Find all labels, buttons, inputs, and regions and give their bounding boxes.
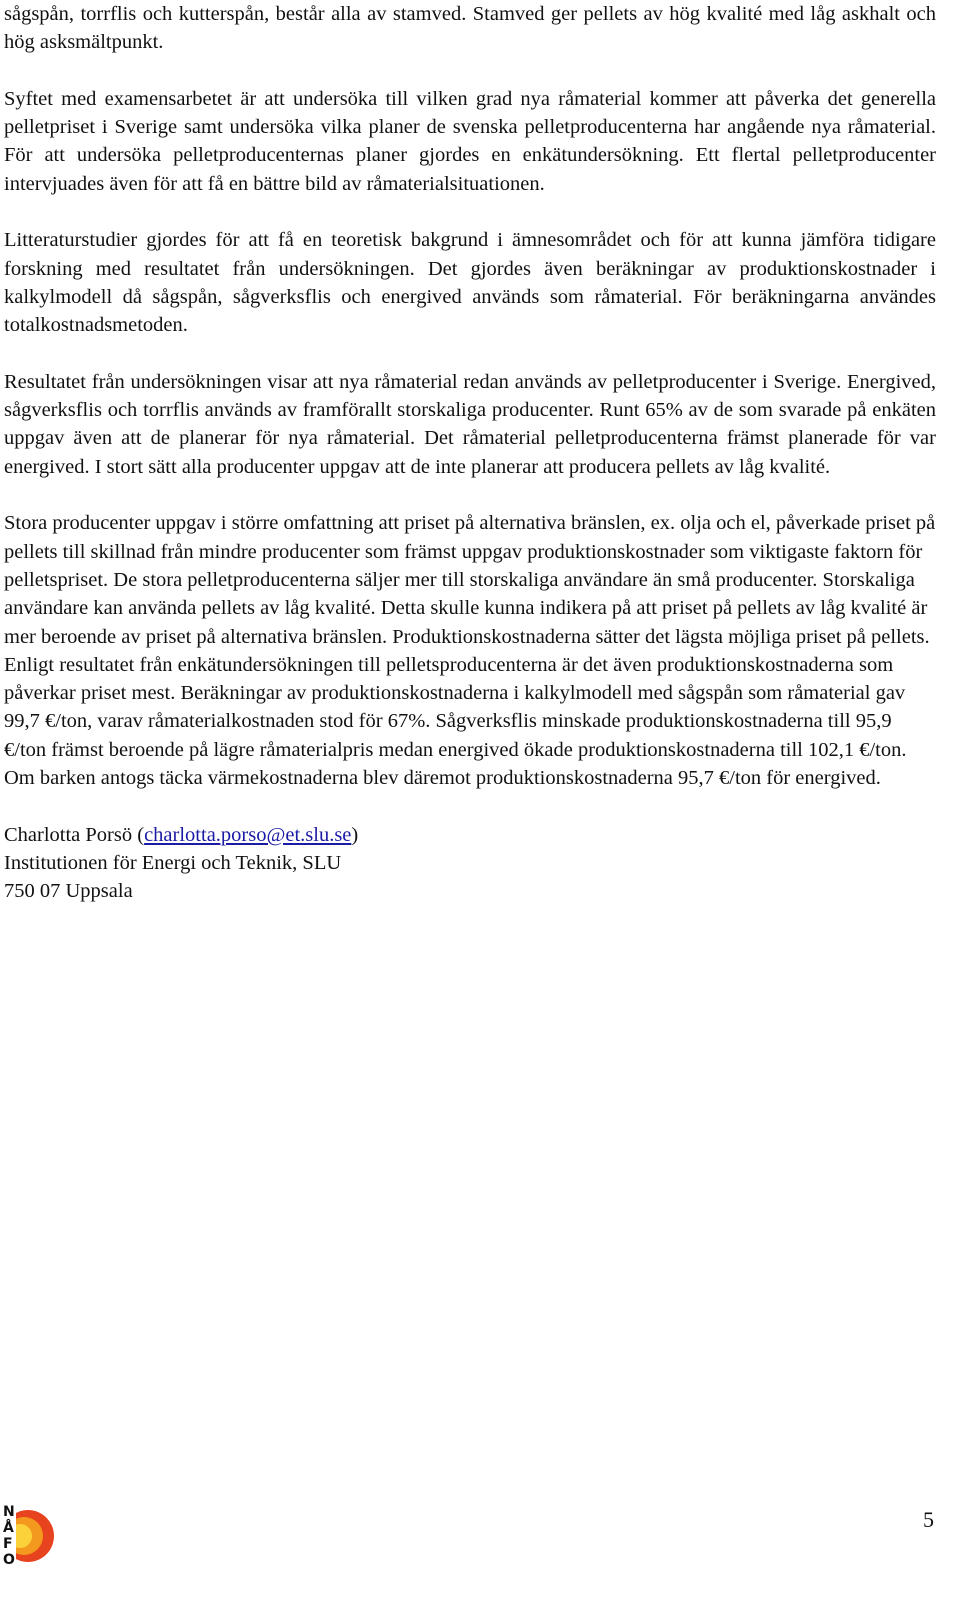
open-paren: (	[132, 823, 145, 846]
page-number: 5	[923, 1507, 934, 1532]
logo-letter-n: N	[3, 1504, 15, 1520]
paragraph-results: Resultatet från undersökningen visar att nya råmaterial redan används av pelletproducenter i Sverige. Energived, sågverksflis och torrflis används av framförallt storskaliga producenter. Runt 65% av de som svarade på enkäten uppgav även att de planerar för nya råmaterial. Det råmaterial pelletproducenterna främst planerade för var energived. I stort sätt alla producenter uppgav att de inte planerar att producera pellets av låg kvalité.	[4, 370, 936, 478]
paragraph-method: Litteraturstudier gjordes för att få en teoretisk bakgrund i ämnesområdet och för att kunna jämföra tidigare forskning med resultatet från undersökningen. Det gjordes även beräkningar av produktionskostnader i kalkylmodell då sågspån, sågverksflis och energived används som råmaterial. För beräkningarna användes totalkostnadsmetoden.	[4, 229, 936, 337]
close-paren: )	[351, 823, 359, 846]
paragraph-purpose: Syftet med examensarbetet är att undersöka till vilken grad nya råmaterial kommer att påverka det generella pelletpriset i Sverige samt undersöka vilka planer de svenska pelletproducenterna har angående nya råmaterial. För att undersöka pelletproducenternas planer gjordes en enkätundersökning. Ett flertal pelletproducenter intervjuades även för att få en bättre bild av råmaterialsituationen.	[4, 87, 936, 195]
author-line	[4, 821, 936, 849]
author-email-link[interactable]: charlotta.porso@et.slu.se	[144, 823, 352, 846]
author-institution: Institutionen för Energi och Teknik, SLU	[4, 851, 342, 874]
author-name: Charlotta Porsö	[4, 823, 133, 846]
author-address: 750 07 Uppsala	[4, 880, 133, 903]
paragraph-intro-continuation: sågspån, torrflis och kutterspån, består alla av stamved. Stamved ger pellets av hög kvalité med låg askhalt och hög asksmältpunkt.	[4, 3, 936, 54]
nafo-logo-icon	[2, 1500, 58, 1572]
paragraph-discussion: Stora producenter uppgav i större omfattning att priset på alternativa bränslen, ex. olja och el, påverkade priset på pellets till skillnad från mindre producenter som främst uppgav produktionskostnader som viktigaste faktorn för pelletspriset. De stora pelletproducenterna säljer mer till storskaliga användare än små producenter. Storskaliga användare kan använda pellets av låg kvalité. Detta skulle kunna indikera på att priset på pellets av låg kvalité är mer beroende av priset på alternativa bränslen. Produktionskostnaderna sätter det lägsta möjliga priset på pellets. Enligt resultatet från enkätundersökningen till pelletsproducenterna är det även produktionskostnaderna som påverkar priset mest. Beräkningar av produktionskostnaderna i kalkylmodell med sågspån som råmaterial gav 99,7 €/ton, varav råmaterialkostnaden stod för 67%. Sågverksflis minskade produktionskostnaderna till 95,9 €/ton främst beroende på lägre råmaterialpris medan energived ökade produktionskostnaderna till 102,1 €/ton. Om barken antogs täcka värmekostnaderna blev däremot produktionskostnaderna 95,7 €/ton för energived.	[4, 512, 936, 790]
author-contact	[4, 821, 936, 906]
document-page	[4, 0, 936, 906]
logo-letter-f: F	[3, 1536, 13, 1552]
logo-letter-a: Å	[3, 1520, 14, 1536]
logo-letter-o: O	[3, 1552, 15, 1568]
